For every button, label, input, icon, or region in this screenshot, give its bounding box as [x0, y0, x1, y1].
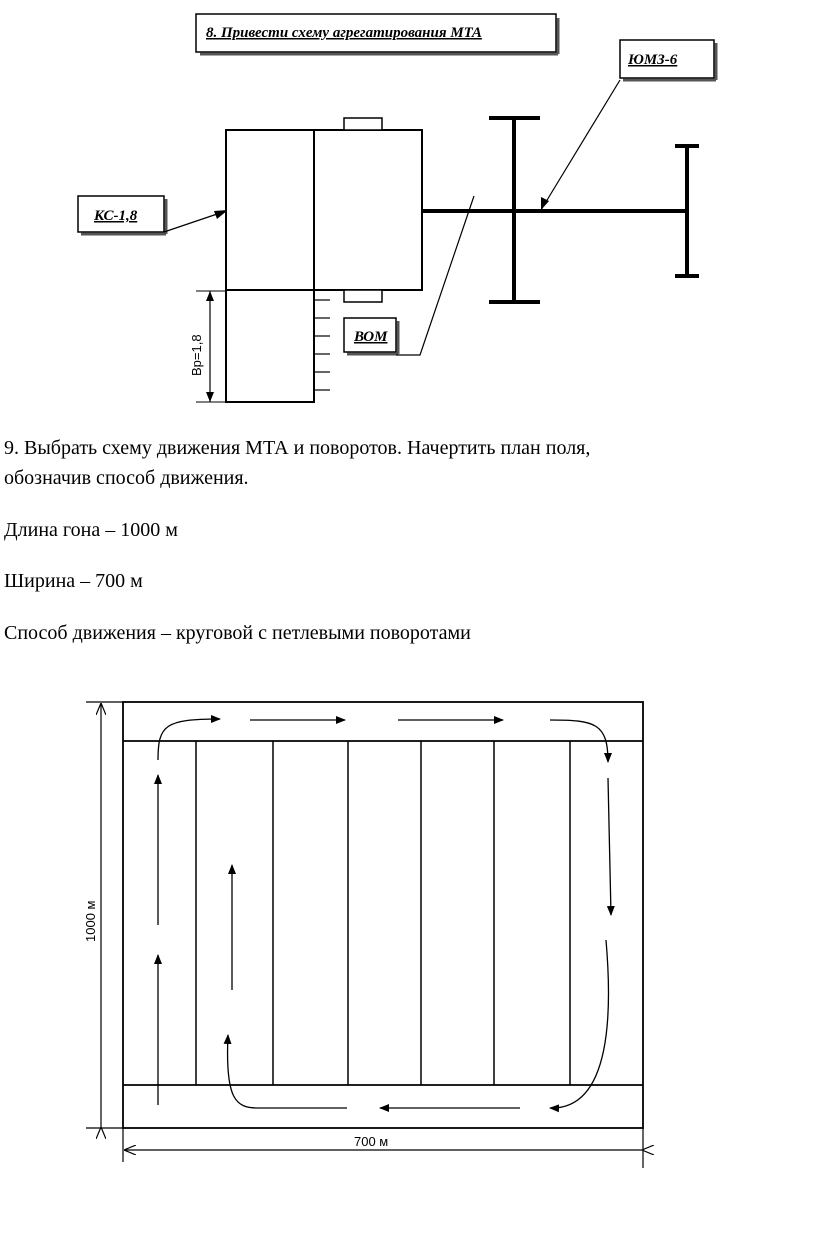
movement-arrows — [158, 719, 611, 1108]
movement-method: Способ движения – круговой с петлевыми поворотами — [4, 622, 471, 644]
task-text-line2: обозначив способ движения. — [4, 467, 249, 489]
aggregation-diagram — [0, 0, 816, 420]
field-outline — [123, 702, 643, 1128]
length-dimension-label: 1000 м — [83, 900, 98, 942]
field-length: Длина гона – 1000 м — [4, 519, 178, 541]
width-dimension-label: 700 м — [354, 1134, 389, 1149]
field-width: Ширина – 700 м — [4, 570, 143, 592]
diagram-title: 8. Привести схему агрегатирования МТА — [206, 25, 482, 41]
width-label: Bp=1,8 — [189, 334, 204, 376]
field-plan-diagram — [0, 690, 816, 1149]
tractor-body — [314, 130, 422, 290]
tractor-label: ЮМЗ-6 — [628, 52, 678, 68]
cultivator-body — [226, 130, 314, 402]
task-text-line1: 9. Выбрать схему движения МТА и поворотов. Начертить план поля, — [4, 437, 591, 459]
pto-label: ВОМ — [354, 329, 388, 345]
cultivator-label: КС-1,8 — [94, 208, 138, 224]
